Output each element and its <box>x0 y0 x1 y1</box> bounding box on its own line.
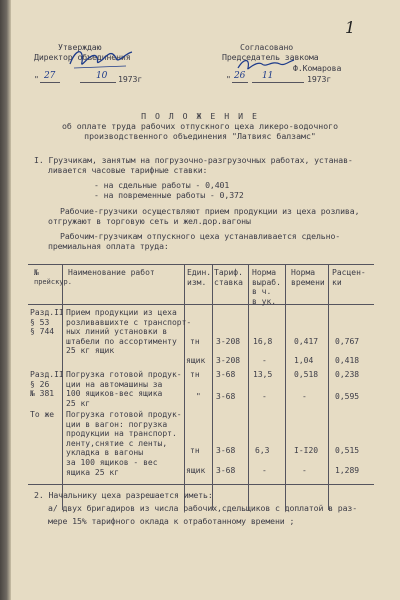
cell-text: укладка в вагоны <box>66 448 144 457</box>
agree-month: 11 <box>262 71 274 81</box>
approve-line2: Директор объединения <box>34 52 131 62</box>
cell-text: за 100 ящиков - вес <box>66 458 158 467</box>
section1-line4: - на повременные работы - 0,372 <box>94 190 244 200</box>
row6-price: 1,289 <box>335 466 360 475</box>
row2-norm: - <box>262 356 267 365</box>
cell-text: 25 кг <box>66 398 91 408</box>
section1-line2: ливается часовые тарифные ставки: <box>48 165 208 175</box>
header-price <box>332 268 366 287</box>
cell-text: ции в вагон: погрузка <box>66 419 168 429</box>
table-col-divider <box>184 264 185 510</box>
row6-name <box>66 458 158 477</box>
section1-line6: отгружают в торговую сеть и жел.дор.вагоны <box>48 216 251 226</box>
cell-text: розливавшихте с транспорт- <box>66 317 192 327</box>
row4-norm: - <box>262 392 267 401</box>
header-unit <box>187 268 211 287</box>
row5-ref: То же <box>30 410 55 419</box>
document-title: П О Л О Ж Е Н И Е <box>141 111 259 121</box>
header-text: в ук. <box>252 296 277 306</box>
row6-unit: ящик <box>186 466 206 475</box>
row3-norm: 13,5 <box>253 370 273 379</box>
cell-text: Погрузка готовой продук- <box>66 370 182 379</box>
row5-unit: тн <box>190 446 200 455</box>
cell-text: ленту,снятие с ленты, <box>66 438 168 448</box>
header-text: Расцен- <box>332 268 366 277</box>
row1-rate: 3-208 <box>216 337 241 346</box>
table-col-divider <box>212 264 213 510</box>
row6-time: - <box>302 466 307 475</box>
row3-ref <box>30 370 64 399</box>
approve-year: 1973г <box>118 74 143 84</box>
header-text: Един. <box>187 268 212 277</box>
header-text: выраб. <box>252 277 281 287</box>
approve-day: 27 <box>44 71 56 81</box>
approve-month: 10 <box>96 71 108 81</box>
approve-date-open-quote: " <box>34 74 39 84</box>
cell-text: § 53 <box>30 317 50 327</box>
row6-norm: - <box>262 466 267 475</box>
row1-norm: 16,8 <box>253 337 273 346</box>
approve-line1: Утверждаю <box>58 42 102 52</box>
section1-line1: I. Грузчикам, занятым на погрузочно-разгрузочных работах, устанав- <box>34 155 353 165</box>
section1-line5: Рабочие-грузчики осуществляют прием продукции из цеха розлива, <box>60 206 360 216</box>
section2-line1: 2. Начальнику цеха разрешается иметь: <box>34 490 213 500</box>
agree-month-underline <box>252 82 304 83</box>
header-work-name: Наименование работ <box>68 268 155 277</box>
row4-unit: " <box>196 392 201 401</box>
row5-time: I-I20 <box>294 446 319 455</box>
row3-time: 0,518 <box>294 370 319 379</box>
row3-unit: тн <box>190 370 200 379</box>
cell-text: ящика 25 кг <box>66 467 119 477</box>
approve-day-underline <box>40 82 60 83</box>
header-norm-time <box>291 268 325 287</box>
cell-text: Разд.II <box>30 370 64 379</box>
section2-line3: мере 15% тарифного оклада к отработанному времени ; <box>48 516 295 526</box>
agree-name: Ф.Комарова <box>293 63 342 73</box>
agree-line1: Согласовано <box>240 42 294 52</box>
header-text: Тариф. <box>214 268 243 277</box>
header-norm-output <box>252 268 281 306</box>
approve-month-underline <box>80 82 116 83</box>
row5-rate: 3-68 <box>216 446 236 455</box>
table-bottom-rule <box>28 484 374 485</box>
subtitle-line2: производственного объединения "Латвияс балзамс" <box>84 131 316 141</box>
cell-text: § 26 <box>30 379 50 389</box>
table-col-divider <box>285 264 286 510</box>
row5-price: 0,515 <box>335 446 360 455</box>
header-text: Норма <box>252 268 277 277</box>
binding-edge <box>0 0 11 600</box>
header-text: прейскур. <box>34 277 72 286</box>
row1-price: 0,767 <box>335 337 360 346</box>
header-text: № <box>34 268 39 277</box>
cell-text: продукции на транспорт. <box>66 429 177 438</box>
header-text: изм. <box>187 277 207 287</box>
agree-line2: Председатель завкома <box>222 52 319 62</box>
cell-text: Погрузка готовой продук- <box>66 410 182 419</box>
section2-line2: а/ двух бригадиров из числа рабочих,сдельщиков с доплатой в раз- <box>48 503 358 513</box>
agree-day-underline <box>232 82 248 83</box>
row2-rate: 3-208 <box>216 356 241 365</box>
cell-text: 25 кг ящик <box>66 346 115 355</box>
cell-text: Разд.II <box>30 308 64 317</box>
row4-time: - <box>302 392 307 401</box>
row2-price: 0,418 <box>335 356 360 365</box>
cell-text: Прием продукции из цеха <box>66 308 177 317</box>
page-number: 1 <box>345 18 356 37</box>
section1-line8: премиальная оплата труда: <box>48 241 169 251</box>
table-header-rule <box>28 304 374 305</box>
agree-day: 26 <box>234 71 246 81</box>
cell-text: штабели по ассортименту <box>66 336 177 346</box>
row5-name <box>66 410 182 458</box>
header-ref <box>34 268 72 287</box>
header-text: ставка <box>214 277 243 287</box>
cell-text: § 744 <box>30 327 55 336</box>
row1-unit: тн <box>190 337 200 346</box>
agree-year: 1973г <box>307 74 332 84</box>
header-text: времени <box>291 277 325 287</box>
row1-name <box>66 308 191 356</box>
table-col-divider <box>328 264 329 510</box>
row4-price: 0,595 <box>335 392 360 401</box>
table-top-rule <box>28 264 374 265</box>
row1-ref <box>30 308 64 337</box>
row1-time: 0,417 <box>294 337 319 346</box>
director-signature <box>66 42 136 72</box>
subtitle-line1: об оплате труда рабочих отпускного цеха ликеро-водочного <box>61 121 339 131</box>
agree-date-open-quote: " <box>226 74 231 84</box>
header-text: Норма <box>291 268 316 277</box>
row3-price: 0,238 <box>335 370 360 379</box>
row6-rate: 3-68 <box>216 466 236 475</box>
row4-rate: 3-68 <box>216 392 236 401</box>
row5-norm: 6,3 <box>255 446 270 455</box>
row2-time: 1,04 <box>294 356 314 365</box>
header-text: ки <box>332 277 342 287</box>
row3-name <box>66 370 182 408</box>
cell-text: 100 ящиков-вес ящика <box>66 389 163 398</box>
section1-line7: Рабочим-грузчикам отпускного цеха устанавливается сдельно- <box>60 231 341 241</box>
cell-text: № 381 <box>30 389 55 398</box>
cell-text: ции на автомашины за <box>66 379 163 389</box>
section1-line3: - на сдельные работы - 0,401 <box>94 180 230 190</box>
table-col-divider <box>248 264 249 510</box>
row2-unit: ящик <box>186 356 206 365</box>
cell-text: ных линий установки в <box>66 327 168 336</box>
header-rate <box>214 268 243 287</box>
header-text: в ч. <box>252 287 272 296</box>
row3-rate: 3-68 <box>216 370 236 379</box>
